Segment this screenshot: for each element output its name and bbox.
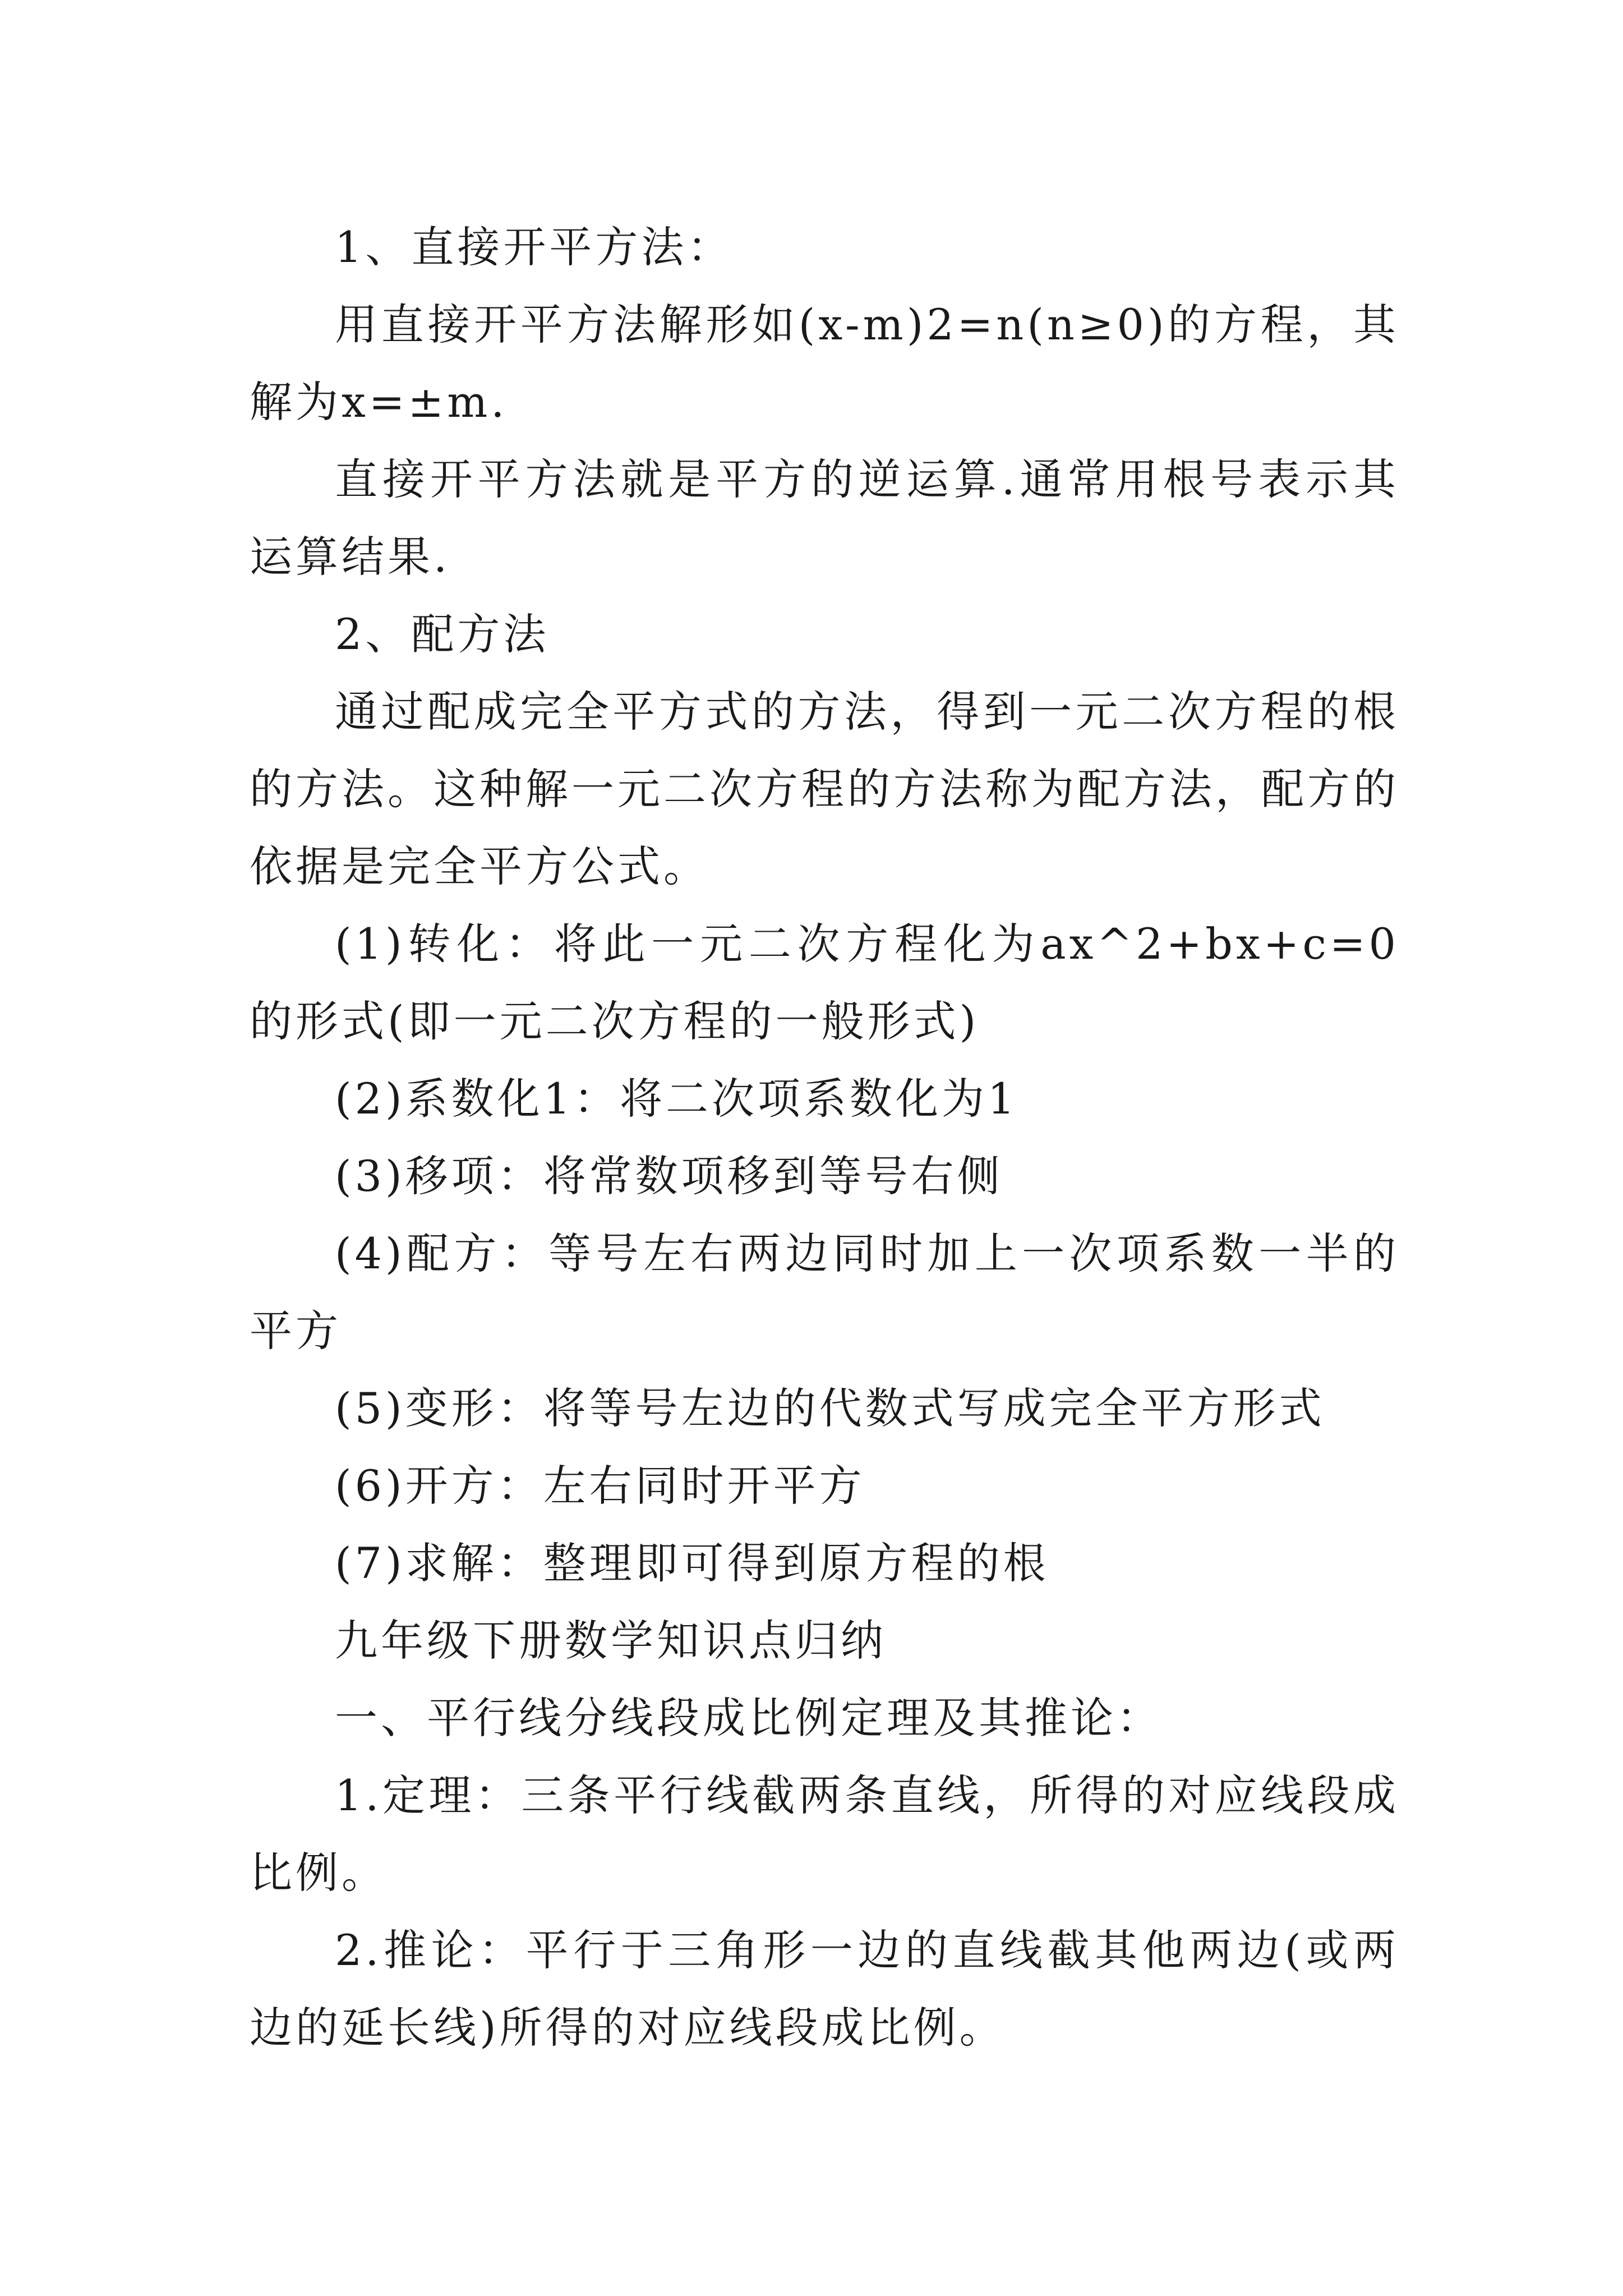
heading-direct-square-root-method: 1、直接开平方法：	[335, 222, 734, 272]
step-5-transform: (5)变形：将等号左边的代数式写成完全平方形式	[335, 1383, 1325, 1433]
paragraph-direct-square-root-solution: 用直接开平方法解形如(x-m)2=n(n≥0)的方程，其解为x=±m.	[250, 300, 1399, 427]
heading-completing-square: 2、配方法	[335, 609, 550, 659]
paragraph-corollary: 2.推论：平行于三角形一边的直线截其他两边(或两边的延长线)所得的对应线段成比例。	[250, 1925, 1399, 2053]
paragraph-inverse-operation: 直接开平方法就是平方的逆运算.通常用根号表示其运算结果.	[250, 454, 1399, 582]
step-1-convert: (1)转化：将此一元二次方程化为ax^2+bx+c=0的形式(即一元二次方程的一般形式)	[250, 919, 1399, 1046]
paragraph-completing-square-definition: 通过配成完全平方式的方法，得到一元二次方程的根的方法。这种解一元二次方程的方法称为配方法，配方的依据是完全平方公式。	[250, 687, 1399, 891]
step-6-square-root: (6)开方：左右同时开平方	[335, 1461, 865, 1511]
step-7-solve: (7)求解：整理即可得到原方程的根	[335, 1538, 1049, 1588]
heading-parallel-lines-theorem: 一、平行线分线段成比例定理及其推论：	[335, 1693, 1163, 1743]
step-2-coefficient: (2)系数化1：将二次项系数化为1	[335, 1074, 1018, 1124]
paragraph-theorem: 1.定理：三条平行线截两条直线，所得的对应线段成比例。	[250, 1770, 1399, 1898]
section-title-grade9: 九年级下册数学知识点归纳	[335, 1616, 887, 1665]
step-3-move-terms: (3)移项：将常数项移到等号右侧	[335, 1151, 1003, 1201]
document-body	[250, 209, 1399, 2067]
step-4-complete-square: (4)配方：等号左右两边同时加上一次项系数一半的平方	[250, 1228, 1399, 1356]
